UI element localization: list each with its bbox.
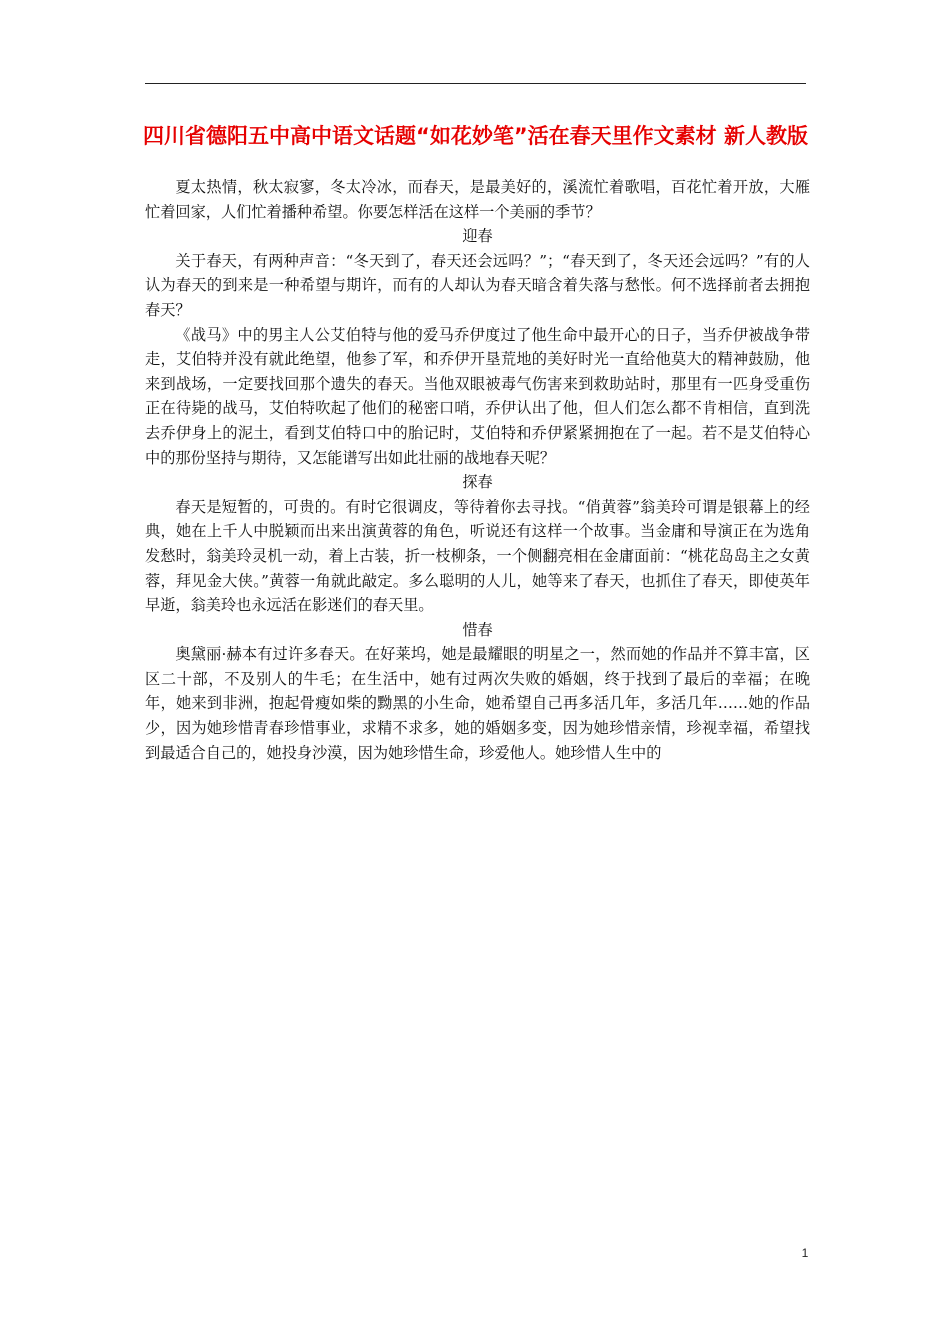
paragraph: 关于春天，有两种声音：“冬天到了，春天还会远吗？”；“春天到了，冬天还会远吗？”有的人认为春天的到来是一种希望与期许，而有的人却认为春天暗含着失落与愁怅。何不选择前者去拥抱春天？ — [145, 251, 810, 319]
section-heading-xichun: 惜春 — [462, 620, 493, 639]
section-heading-tanchun: 探春 — [462, 473, 493, 492]
section-heading-yingchun: 迎春 — [462, 227, 493, 246]
paragraph: 《战马》中的男主人公艾伯特与他的爱马乔伊度过了他生命中最开心的日子，当乔伊被战争带走，艾伯特并没有就此绝望，他参了军，和乔伊开垦荒地的美好时光一直给他莫大的精神鼓励，他来到战场，一定要找回那个遗失的春天。当他双眼被毒气伤害来到救助站时，那里有一匹身受重伤正在待毙的战马，艾伯特吹起了他们的秘密口哨，乔伊认出了他，但人们怎么都不肯相信，直到洗去乔伊身上的泥土，看到艾伯特口中的胎记时，艾伯特和乔伊紧紧拥抱在了一起。若不是艾伯特心中的那份坚持与期待，又怎能谱写出如此壮丽的战地春天呢？ — [145, 325, 810, 467]
paragraph: 奥黛丽·赫本有过许多春天。在好莱坞，她是最耀眼的明星之一，然而她的作品并不算丰富，区区二十部，不及别人的牛毛；在生活中，她有过两次失败的婚姻，终于找到了最后的幸福；在晚年，她来到非洲，抱起骨瘦如柴的黝黑的小生命，她希望自己再多活几年，多活几年……她的作品少，因为她珍惜青春珍惜事业，求精不求多，她的婚姻多变，因为她珍惜亲情，珍视幸福，希望找到最适合自己的，她投身沙漠，因为她珍惜生命，珍爱他人。她珍惜人生中的 — [145, 645, 810, 762]
header-rule — [145, 83, 806, 84]
document-title: 四川省德阳五中高中语文话题“如花妙笔”活在春天里作文素材 新人教版 — [143, 124, 808, 148]
document-body — [145, 175, 810, 765]
paragraph: 春天是短暂的，可贵的。有时它很调皮，等待着你去寻找。“俏黄蓉”翁美玲可谓是银幕上的经典，她在上千人中脱颖而出来出演黄蓉的角色，听说还有这样一个故事。当金庸和导演正在为选角发愁时，翁美玲灵机一动，着上古装，折一枝柳条，一个侧翻亮相在金庸面前：“桃花岛岛主之女黄蓉，拜见金大侠。”黄蓉一角就此敲定。多么聪明的人儿，她等来了春天，也抓住了春天，即使英年早逝，翁美玲也永远活在影迷们的春天里。 — [145, 497, 810, 615]
page-number: 1 — [801, 1246, 809, 1260]
intro-paragraph: 夏太热情，秋太寂寥，冬太冷冰，而春天，是最美好的，溪流忙着歌唱，百花忙着开放，大雁忙着回家，人们忙着播种希望。你要怎样活在这样一个美丽的季节？ — [145, 178, 810, 221]
